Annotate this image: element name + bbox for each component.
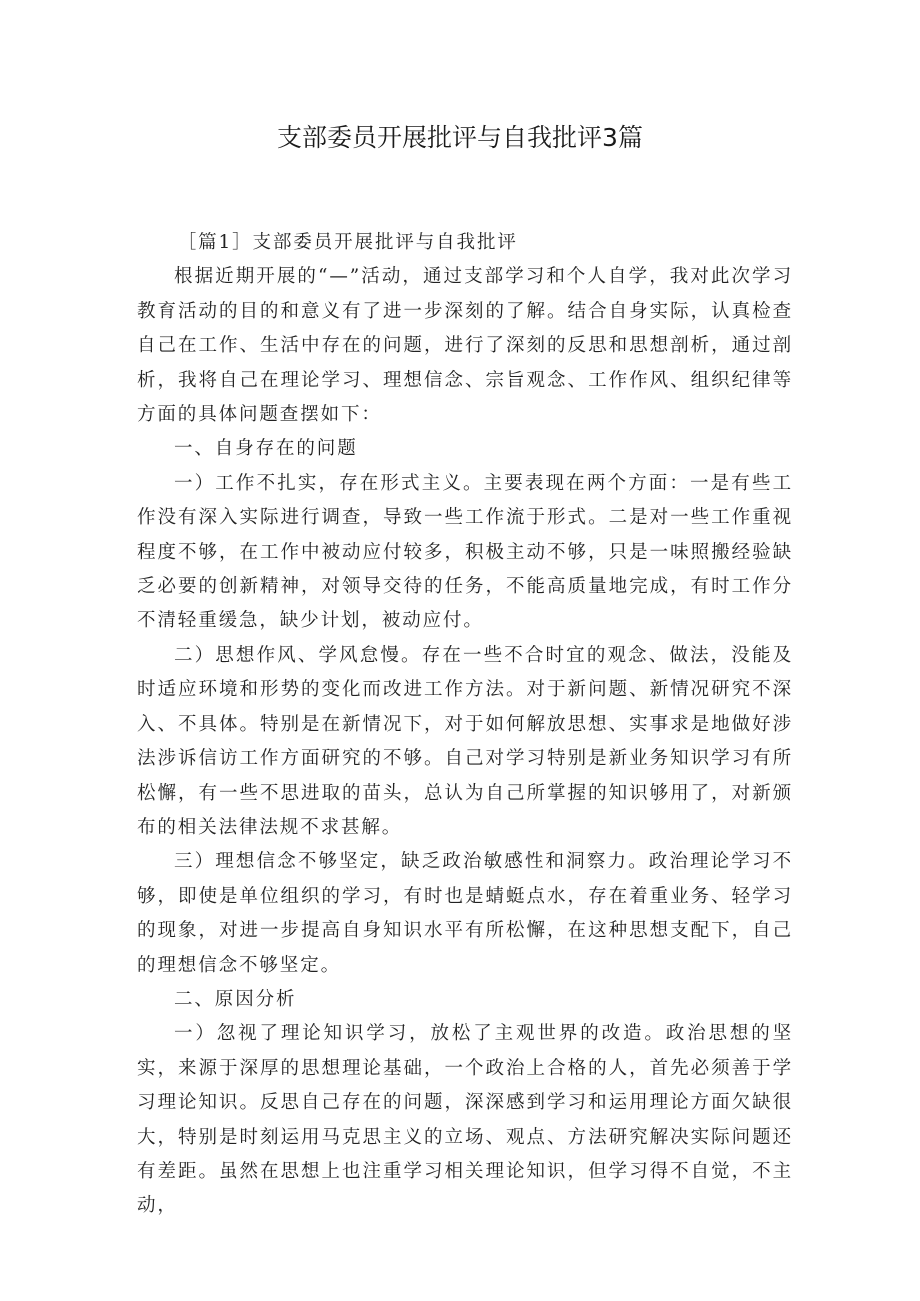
- section-heading: ［篇1］支部委员开展批评与自我批评: [177, 232, 518, 253]
- paragraph-cause-1: 一）忽视了理论知识学习，放松了主观世界的改造。政治思想的坚实，来源于深厚的思想理论基础，一个政治上合格的人，首先必须善于学习理论知识。反思自己存在的问题，深深感到学习和运用理论方面欠缺很大，特别是时刻运用马克思主义的立场、观点、方法研究解决实际问题还有差距。虽然在思想上也注重学习相关理论知识，但学习得不自觉，不主动，: [137, 1023, 793, 1217]
- paragraph-problem-1: 一）工作不扎实，存在形式主义。主要表现在两个方面：一是有些工作没有深入实际进行调查，导致一些工作流于形式。二是对一些工作重视程度不够，在工作中被动应付较多，积极主动不够，只是一味照搬经验缺乏必要的创新精神，对领导交待的任务，不能高质量地完成，有时工作分不清轻重缓急，缺少计划，被动应付。: [137, 472, 793, 632]
- document-title: 支部委员开展批评与自我批评3篇: [277, 123, 643, 152]
- heading-causes: 二、原因分析: [174, 988, 297, 1010]
- paragraph-problem-2: 二）思想作风、学风怠慢。存在一些不合时宜的观念、做法，没能及时适应环境和形势的变化而改进工作方法。对于新问题、新情况研究不深入、不具体。特别是在新情况下，对于如何解放思想、实事求是地做好涉法涉诉信访工作方面研究的不够。自己对学习特别是新业务知识学习有所松懈，有一些不思进取的苗头，总认为自己所掌握的知识够用了，对新颁布的相关法律法规不求甚解。: [137, 644, 793, 838]
- paragraph-problem-3: 三）理想信念不够坚定，缺乏政治敏感性和洞察力。政治理论学习不够，即使是单位组织的学习，有时也是蜻蜓点水，存在着重业务、轻学习的现象，对进一步提高自身知识水平有所松懈，在这种思想支配下，自己的理想信念不够坚定。: [137, 851, 793, 976]
- heading-problems: 一、自身存在的问题: [174, 438, 358, 460]
- document-body: [137, 226, 793, 1224]
- paragraph-intro: 根据近期开展的“—”活动，通过支部学习和个人自学，我对此次学习教育活动的目的和意义有了进一步深刻的了解。结合自身实际，认真检查自己在工作、生活中存在的问题，进行了深刻的反思和思想剖析，通过剖析，我将自己在理论学习、理想信念、宗旨观念、工作作风、组织纪律等方面的具体问题查摆如下：: [137, 266, 793, 426]
